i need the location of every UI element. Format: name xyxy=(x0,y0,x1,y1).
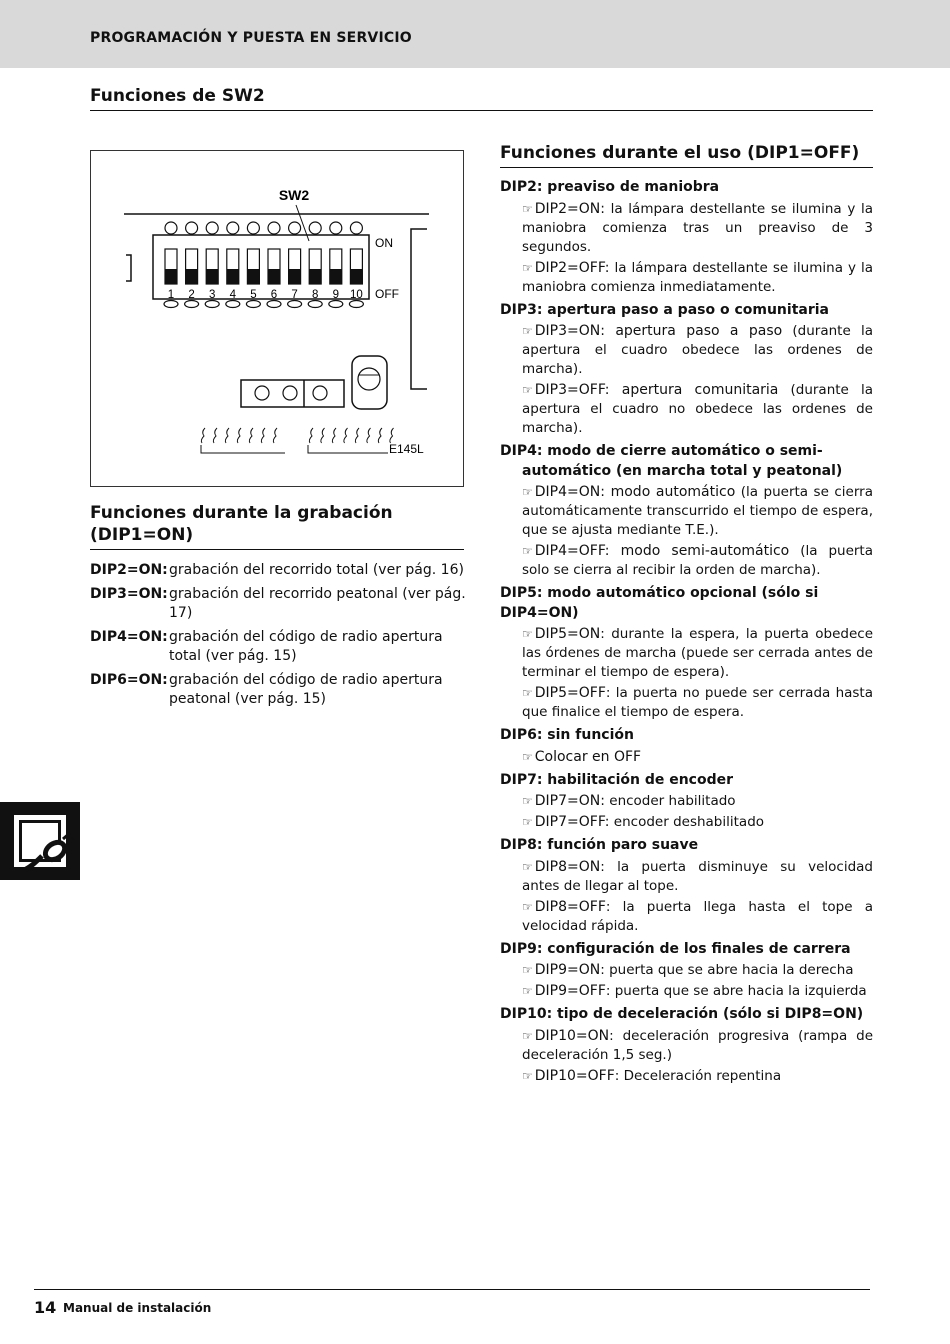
pin xyxy=(249,428,253,443)
switch-number: 2 xyxy=(188,289,195,301)
use-option xyxy=(500,542,873,580)
use-option-label: DIP8=ON xyxy=(534,858,601,875)
switch-number: 7 xyxy=(291,289,298,301)
use-section xyxy=(500,584,873,722)
use-option-label: DIP2=OFF: xyxy=(534,259,610,276)
use-option-desc: : deceleración progresiva (rampa de deceleración 1,5 seg.) xyxy=(522,1027,873,1063)
use-option-label: DIP2=ON: xyxy=(534,200,605,217)
use-option-desc: : la puerta no puede ser cerrada hasta que finalice el tiempo de espera. xyxy=(522,685,873,720)
pin xyxy=(367,428,371,443)
use-section-title-text: DIP7: habilitación de encoder xyxy=(500,771,734,788)
use-option-desc: : Deceleración repentina xyxy=(614,1067,782,1084)
terminal-bottom xyxy=(164,301,178,308)
use-option xyxy=(500,259,873,297)
use-section-title xyxy=(500,584,873,623)
use-section-title xyxy=(500,771,873,791)
recording-title xyxy=(90,502,464,550)
dip-switch-lever xyxy=(309,269,321,284)
terminal-top xyxy=(330,222,342,234)
pin xyxy=(213,428,217,443)
use-section-title-text: DIP9: configuración de los finales de carrera xyxy=(500,940,851,957)
use-option-label: DIP5=OFF xyxy=(534,685,606,701)
use-option-label: DIP7=OFF: xyxy=(534,814,610,830)
use-option xyxy=(500,625,873,682)
header-title: PROGRAMACIÓN Y PUESTA EN SERVICIO xyxy=(90,30,412,46)
use-option xyxy=(500,200,873,257)
terminal-bottom xyxy=(246,301,260,308)
recording-key: DIP3=ON: xyxy=(90,585,168,602)
use-option xyxy=(500,792,873,811)
use-option xyxy=(500,1027,873,1065)
use-section-title-text: DIP4: modo de cierre automático o semi- xyxy=(500,443,823,459)
use-option-label: DIP8=OFF xyxy=(534,898,606,915)
use-option xyxy=(500,322,873,379)
use-option-desc: : la puerta disminuye su velocidad antes de llegar al tope. xyxy=(522,858,873,894)
recording-item-dip3 xyxy=(90,585,470,624)
terminal-bottom xyxy=(267,301,281,308)
use-section-title-text: DIP3: apertura paso a paso o comunitaria xyxy=(500,301,829,318)
use-option-desc: : durante la espera, la puerta obedece las órdenes de marcha (puede ser cerrada antes de terminar el tiempo de espera). xyxy=(522,626,873,680)
pin xyxy=(225,428,229,443)
use-option-desc: encoder habilitado xyxy=(604,793,736,809)
terminal-top xyxy=(186,222,198,234)
use-section xyxy=(500,301,873,439)
pointing-hand-icon: ☞ xyxy=(522,686,533,700)
recording-value: grabación del código de radio apertura total (ver pág. 15) xyxy=(169,628,443,664)
use-option xyxy=(500,381,873,438)
use-section-title-text: DIP6: sin función xyxy=(500,727,634,743)
use-title: Funciones durante el uso (DIP1=OFF) xyxy=(500,143,873,168)
pointing-hand-icon: ☞ xyxy=(522,899,533,914)
recording-item-dip6 xyxy=(90,671,470,710)
pointing-hand-icon: ☞ xyxy=(522,1068,533,1083)
use-option-desc: (la puerta solo se cierra al recibir la orden de marcha). xyxy=(522,543,873,578)
use-section xyxy=(500,940,873,1002)
recording-key: DIP4=ON: xyxy=(90,628,168,645)
switch-number: 6 xyxy=(270,289,278,301)
use-section-title xyxy=(500,442,873,481)
use-option xyxy=(500,961,873,980)
dip-switch-lever xyxy=(350,269,362,284)
dip-switch-lever xyxy=(165,269,177,284)
terminal-bottom xyxy=(308,301,322,308)
pin xyxy=(378,428,382,443)
on-label: ON xyxy=(375,236,393,250)
use-option-label: DIP5=ON xyxy=(534,626,601,642)
use-option-label: DIP7=ON: xyxy=(534,793,605,809)
recording-key: DIP6=ON: xyxy=(90,671,168,688)
pointing-hand-icon: ☞ xyxy=(522,324,533,338)
pointing-hand-icon: ☞ xyxy=(522,260,533,275)
terminal-bottom xyxy=(185,301,199,308)
recording-value: grabación del código de radio apertura peatonal (ver pág. 15) xyxy=(169,671,443,707)
use-section-title xyxy=(500,836,873,856)
use-option xyxy=(500,813,873,832)
use-option-desc: (durante la apertura el cuadro no obedece las ordenes de marcha). xyxy=(522,382,873,436)
pin xyxy=(201,428,205,443)
switch-number: 4 xyxy=(229,289,237,301)
use-section xyxy=(500,726,873,767)
recording-title-line1: Funciones durante la grabación xyxy=(90,503,393,523)
dip-switch-lever xyxy=(330,269,342,284)
pin xyxy=(390,428,394,443)
use-option-label: DIP3=ON: apertura paso a paso xyxy=(534,323,783,339)
use-option-label: DIP3=OFF: apertura comunitaria xyxy=(534,382,779,398)
pointing-hand-icon: ☞ xyxy=(522,963,533,977)
pointing-hand-icon: ☞ xyxy=(522,815,533,829)
use-option xyxy=(500,898,873,936)
diagram-code: E145L xyxy=(389,442,424,456)
pin xyxy=(273,428,277,443)
terminal-bottom xyxy=(288,301,302,308)
top-header-bar xyxy=(0,0,950,68)
use-option-label: DIP9=OFF xyxy=(534,983,606,999)
use-option xyxy=(500,1067,873,1086)
pin xyxy=(261,428,265,443)
plug-icon xyxy=(0,802,80,880)
dip-switch-lever xyxy=(206,269,218,284)
dip-switch-lever xyxy=(247,269,259,284)
dip-switch-lever xyxy=(289,269,301,284)
recording-value: grabación del recorrido peatonal (ver pág. 17) xyxy=(169,585,466,621)
use-section xyxy=(500,836,873,936)
use-option-desc: encoder deshabilitado xyxy=(609,814,765,830)
recording-item-dip2 xyxy=(90,561,470,581)
use-option-label: DIP4=OFF: modo semi-automático xyxy=(534,543,790,559)
recording-value: grabación del recorrido total (ver pág. 16) xyxy=(169,562,464,578)
terminal-bottom xyxy=(349,301,363,308)
terminal-top xyxy=(309,222,321,234)
sw2-diagram xyxy=(90,150,464,487)
use-section-title-text-2: automático (en marcha total y peatonal) xyxy=(522,462,843,479)
use-section xyxy=(500,771,873,833)
recording-title-line2: (DIP1=ON) xyxy=(90,525,194,545)
recording-item-dip4 xyxy=(90,628,470,667)
use-section-title-text: DIP2: preaviso de maniobra xyxy=(500,179,720,195)
recording-list xyxy=(90,561,470,714)
pin xyxy=(237,428,241,443)
use-option-label: Colocar en OFF xyxy=(534,748,642,765)
terminal-top xyxy=(268,222,280,234)
switch-number: 5 xyxy=(250,289,257,301)
use-option xyxy=(500,684,873,722)
use-section-title xyxy=(500,178,873,198)
dip-switch-lever xyxy=(186,269,198,284)
install-plug-icon xyxy=(0,802,80,880)
use-option-desc: (la puerta se cierra automáticamente transcurrido el tiempo de espera, que se ajusta mediante T.E.). xyxy=(522,484,873,538)
pointing-hand-icon: ☞ xyxy=(522,984,533,998)
use-option xyxy=(500,982,873,1001)
terminal-bottom xyxy=(226,301,240,308)
use-section-title-text: DIP10: tipo de deceleración (sólo si DIP8=ON) xyxy=(500,1006,864,1022)
sw2-label: SW2 xyxy=(278,187,310,203)
switch-number: 9 xyxy=(332,289,340,301)
use-option-desc: (durante la apertura el cuadro obedece las ordenes de marcha). xyxy=(522,323,873,377)
use-option-label: DIP10=OFF xyxy=(534,1067,615,1084)
pin xyxy=(321,428,325,443)
pointing-hand-icon: ☞ xyxy=(522,794,533,808)
use-section xyxy=(500,442,873,580)
use-section-title xyxy=(500,726,873,746)
use-section-title xyxy=(500,301,873,321)
pointing-hand-icon: ☞ xyxy=(522,544,533,558)
use-section-title xyxy=(500,940,873,960)
terminal-top xyxy=(227,222,239,234)
use-section-title-text: DIP8: función paro suave xyxy=(500,837,699,853)
use-option xyxy=(500,858,873,896)
terminal-bottom xyxy=(329,301,343,308)
use-option-desc: la lámpara destellante se ilumina y la maniobra comienza tras un preaviso de 3 segundos. xyxy=(522,200,873,255)
use-option-desc: : puerta que se abre hacia la izquierda xyxy=(605,983,867,999)
terminal-top xyxy=(289,222,301,234)
dip-switch-lever xyxy=(227,269,239,284)
terminal-top xyxy=(350,222,362,234)
use-option-desc: la lámpara destellante se ilumina y la maniobra comienza inmediatamente. xyxy=(522,259,873,295)
footer-rule xyxy=(34,1289,870,1290)
pointing-hand-icon: ☞ xyxy=(522,201,533,216)
terminal-bottom xyxy=(205,301,219,308)
use-option-desc: : puerta que se abre hacia la derecha xyxy=(600,962,854,978)
switch-number: 8 xyxy=(311,289,319,301)
pointing-hand-icon: ☞ xyxy=(522,627,533,641)
use-option-desc: : la puerta llega hasta el tope a velocidad rápida. xyxy=(522,898,873,934)
use-option-label: DIP10=ON xyxy=(534,1027,610,1044)
pin xyxy=(309,428,313,443)
switch-number: 10 xyxy=(350,289,363,301)
pointing-hand-icon: ☞ xyxy=(522,749,533,764)
use-section xyxy=(500,178,873,297)
switch-number: 3 xyxy=(208,289,216,301)
use-function-list xyxy=(500,178,873,1090)
pin xyxy=(332,428,336,443)
use-section-title xyxy=(500,1005,873,1025)
terminal-top xyxy=(165,222,177,234)
use-section xyxy=(500,1005,873,1086)
pin xyxy=(355,428,359,443)
pointing-hand-icon: ☞ xyxy=(522,383,533,397)
use-option xyxy=(500,748,873,767)
dip-switch-lever xyxy=(268,269,280,284)
pointing-hand-icon: ☞ xyxy=(522,1028,533,1043)
section-title: Funciones de SW2 xyxy=(90,86,873,111)
pointing-hand-icon: ☞ xyxy=(522,859,533,874)
pin xyxy=(344,428,348,443)
use-section-title-text: DIP5: modo automático opcional (sólo si DIP4=ON) xyxy=(500,585,819,621)
pointing-hand-icon: ☞ xyxy=(522,485,533,499)
sw2-diagram-svg xyxy=(91,151,463,486)
terminal-top xyxy=(206,222,218,234)
off-label: OFF xyxy=(375,287,399,301)
page-number: 14 xyxy=(34,1298,57,1317)
recording-key: DIP2=ON: xyxy=(90,562,168,578)
manual-label: Manual de instalación xyxy=(63,1301,212,1315)
use-option-label: DIP9=ON xyxy=(534,962,601,978)
switch-number: 1 xyxy=(167,289,175,301)
terminal-top xyxy=(247,222,259,234)
use-option xyxy=(500,483,873,540)
use-option-label: DIP4=ON: modo automático xyxy=(534,484,736,500)
